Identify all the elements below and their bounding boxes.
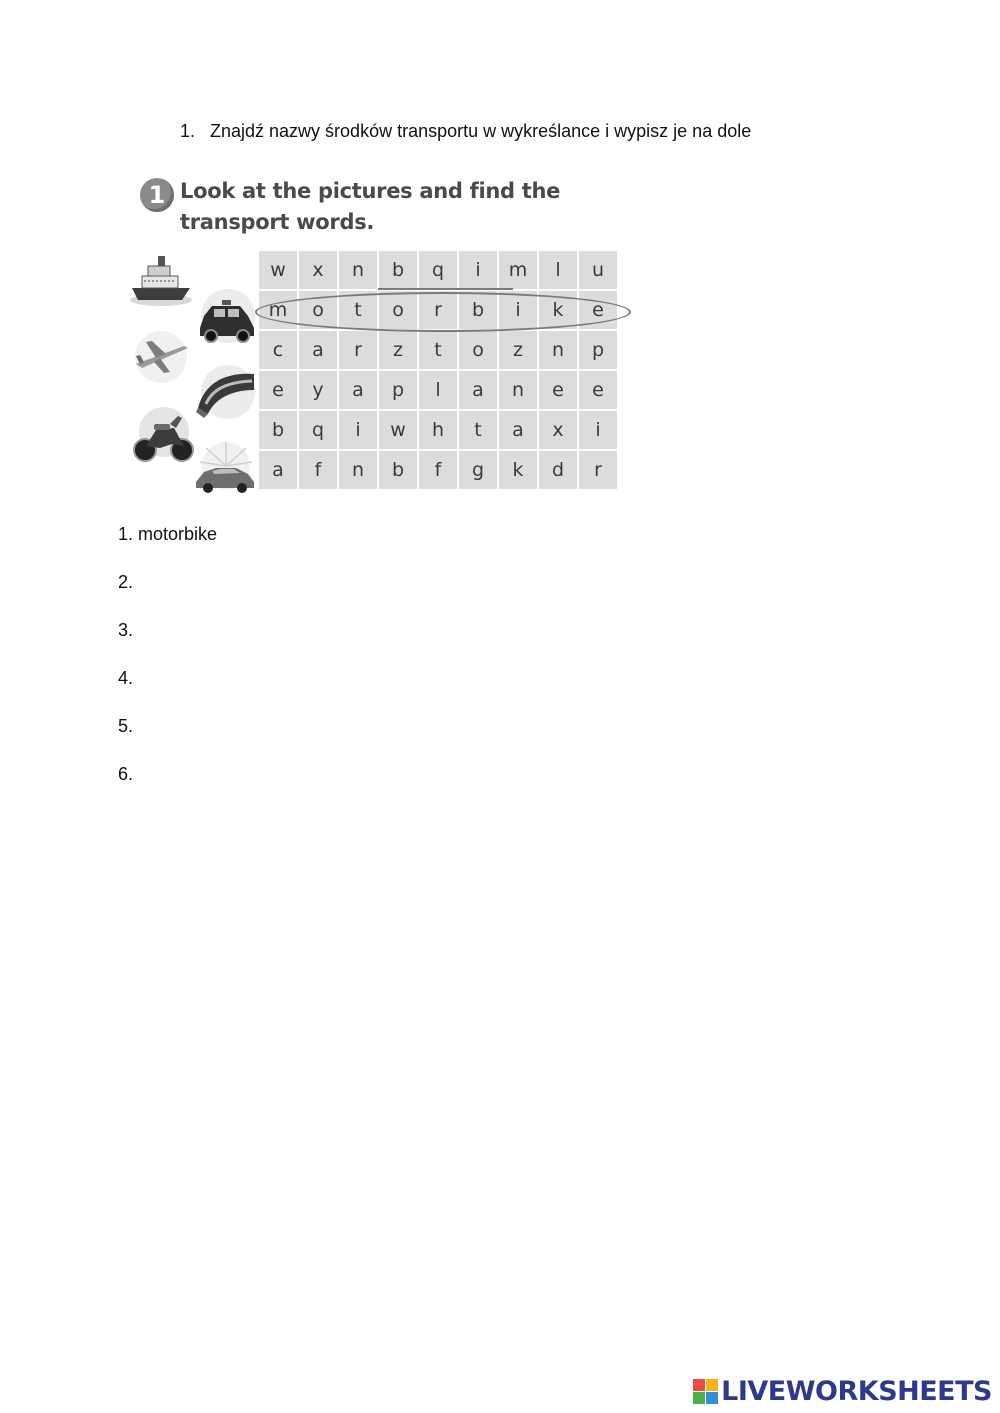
brand-mark-square bbox=[706, 1379, 718, 1391]
grid-cell[interactable]: p bbox=[579, 331, 617, 369]
grid-cell[interactable]: y bbox=[299, 371, 337, 409]
exercise-title-line-1: Look at the pictures and find the bbox=[180, 179, 561, 203]
brand-mark-square bbox=[706, 1392, 718, 1404]
grid-cell[interactable]: o bbox=[459, 331, 497, 369]
grid-cell[interactable]: o bbox=[379, 291, 417, 329]
grid-cell[interactable]: b bbox=[379, 251, 417, 289]
grid-cell[interactable]: t bbox=[419, 331, 457, 369]
grid-cell[interactable]: z bbox=[499, 331, 537, 369]
grid-cell[interactable]: b bbox=[379, 451, 417, 489]
grid-cell[interactable]: n bbox=[499, 371, 537, 409]
answer-line-4[interactable]: 4. bbox=[118, 668, 134, 688]
answer-line-5[interactable]: 5. bbox=[118, 716, 134, 736]
grid-cell[interactable]: z bbox=[379, 331, 417, 369]
answer-line-1[interactable]: 1. motorbike bbox=[118, 524, 218, 544]
grid-cell[interactable]: g bbox=[459, 451, 497, 489]
grid-cell[interactable]: r bbox=[579, 451, 617, 489]
taxi-icon bbox=[194, 288, 258, 346]
grid-cell[interactable]: e bbox=[539, 371, 577, 409]
grid-cell[interactable]: m bbox=[259, 291, 297, 329]
brand-text: LIVEWORKSHEETS bbox=[721, 1376, 992, 1407]
grid-cell[interactable]: n bbox=[539, 331, 577, 369]
grid-cell[interactable]: x bbox=[539, 411, 577, 449]
grid-cell[interactable]: a bbox=[499, 411, 537, 449]
grid-cell[interactable]: l bbox=[419, 371, 457, 409]
grid-cell[interactable]: a bbox=[259, 451, 297, 489]
brand-mark-square bbox=[693, 1392, 705, 1404]
instruction bbox=[180, 120, 751, 142]
grid-cell[interactable]: w bbox=[259, 251, 297, 289]
grid-cell[interactable]: l bbox=[539, 251, 577, 289]
grid-cell[interactable]: i bbox=[499, 291, 537, 329]
answer-line-3[interactable]: 3. bbox=[118, 620, 134, 640]
grid-cell[interactable]: q bbox=[419, 251, 457, 289]
grid-cell[interactable]: w bbox=[379, 411, 417, 449]
transport-pictures bbox=[128, 246, 260, 498]
grid-cell[interactable]: p bbox=[379, 371, 417, 409]
liveworksheets-logo bbox=[693, 1376, 992, 1407]
motorbike-icon bbox=[132, 406, 194, 464]
grid-cell[interactable]: f bbox=[419, 451, 457, 489]
instruction-number: 1. bbox=[180, 121, 196, 141]
grid-cell[interactable]: a bbox=[459, 371, 497, 409]
brand-mark-icon bbox=[693, 1379, 718, 1404]
brand-mark-square bbox=[693, 1379, 705, 1391]
grid-cell[interactable]: d bbox=[539, 451, 577, 489]
ship-icon bbox=[128, 250, 194, 308]
grid-cell[interactable]: f bbox=[299, 451, 337, 489]
grid-cell[interactable]: n bbox=[339, 451, 377, 489]
train-icon bbox=[194, 364, 258, 420]
pen-mark-line bbox=[378, 288, 513, 290]
grid-cell[interactable]: k bbox=[539, 291, 577, 329]
grid-cell[interactable]: q bbox=[299, 411, 337, 449]
grid-cell[interactable]: r bbox=[419, 291, 457, 329]
answer-list bbox=[118, 522, 217, 810]
exercise-title-line-2: transport words. bbox=[180, 210, 375, 234]
car-icon bbox=[192, 442, 258, 496]
wordsearch-grid bbox=[259, 251, 617, 489]
plane-icon bbox=[130, 330, 192, 384]
grid-cell[interactable]: c bbox=[259, 331, 297, 369]
grid-cell[interactable]: e bbox=[579, 291, 617, 329]
grid-cell[interactable]: u bbox=[579, 251, 617, 289]
grid-cell[interactable]: t bbox=[339, 291, 377, 329]
grid-cell[interactable]: n bbox=[339, 251, 377, 289]
grid-cell[interactable]: t bbox=[459, 411, 497, 449]
exercise-title bbox=[180, 176, 580, 238]
answer-line-2[interactable]: 2. bbox=[118, 572, 134, 592]
grid-cell[interactable]: b bbox=[259, 411, 297, 449]
grid-cell[interactable]: b bbox=[459, 291, 497, 329]
grid-cell[interactable]: r bbox=[339, 331, 377, 369]
grid-cell[interactable]: x bbox=[299, 251, 337, 289]
exercise-number-badge: 1 bbox=[140, 178, 174, 212]
grid-cell[interactable]: a bbox=[299, 331, 337, 369]
grid-cell[interactable]: a bbox=[339, 371, 377, 409]
instruction-text: Znajdź nazwy środków transportu w wykreślance i wypisz je na dole bbox=[210, 121, 752, 141]
grid-cell[interactable]: e bbox=[579, 371, 617, 409]
grid-cell[interactable]: i bbox=[579, 411, 617, 449]
grid-cell[interactable]: e bbox=[259, 371, 297, 409]
grid-cell[interactable]: k bbox=[499, 451, 537, 489]
grid-cell[interactable]: m bbox=[499, 251, 537, 289]
found-word-circle bbox=[255, 292, 631, 332]
answer-line-6[interactable]: 6. bbox=[118, 764, 134, 784]
grid-cell[interactable]: o bbox=[299, 291, 337, 329]
grid-cell[interactable]: i bbox=[339, 411, 377, 449]
grid-cell[interactable]: i bbox=[459, 251, 497, 289]
grid-cell[interactable]: h bbox=[419, 411, 457, 449]
